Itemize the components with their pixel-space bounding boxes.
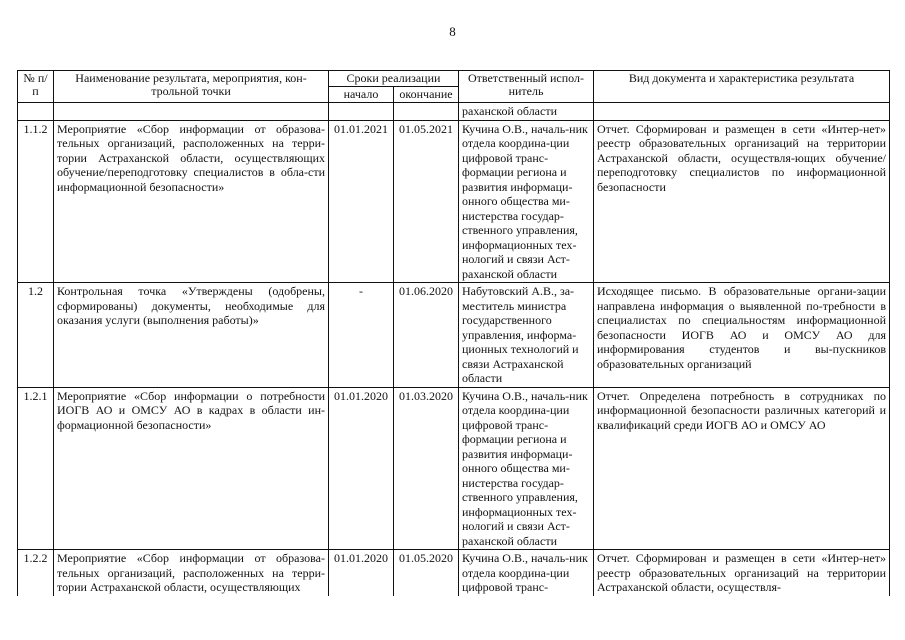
header-period: Сроки реализации	[329, 71, 459, 87]
row-start: -	[329, 283, 394, 388]
row-num: 1.2	[18, 283, 54, 388]
row-name: Мероприятие «Сбор информации от образова-тельных организаций, расположенных на терри-тории Астраханской области, осуществляющих обучение/переподготовку специалистов в обла-сти информационной безопасности»	[54, 120, 329, 283]
continuation-start	[329, 103, 394, 121]
header-start: начало	[329, 87, 394, 103]
row-num: 1.2.1	[18, 387, 54, 550]
row-end: 01.05.2020	[394, 550, 459, 596]
header-document: Вид документа и характеристика результата	[594, 71, 890, 103]
activity-table	[17, 70, 890, 596]
row-document: Исходящее письмо. В образовательные органи-зации направлена информация о выявленной по-требности в специалистах по специальностям информационной безопасности ИОГВ АО и ОМСУ АО для информирования студентов и вы-пускников образовательных организаций	[594, 283, 890, 388]
header-responsible: Ответственный испол-нитель	[459, 71, 594, 103]
continuation-row	[18, 103, 890, 121]
row-name: Контрольная точка «Утверждены (одобрены, сформированы) документы, необходимые для оказания услуги (выполнения работы)»	[54, 283, 329, 388]
row-responsible: Набутовский А.В., за-меститель министра государственного управления, информа-ционных технологий и связи Астраханской области	[459, 283, 594, 388]
table-row	[18, 283, 890, 388]
row-start: 01.01.2020	[329, 550, 394, 596]
row-start: 01.01.2020	[329, 387, 394, 550]
table-row	[18, 387, 890, 550]
row-end: 01.06.2020	[394, 283, 459, 388]
header-name: Наименование результата, мероприятия, кон-трольной точки	[54, 71, 329, 103]
header-end: окончание	[394, 87, 459, 103]
row-num: 1.1.2	[18, 120, 54, 283]
row-num: 1.2.2	[18, 550, 54, 596]
table-row	[18, 550, 890, 596]
continuation-document	[594, 103, 890, 121]
row-name: Мероприятие «Сбор информации от образова-тельных организаций, расположенных на терри-тории Астраханской области, осуществляющих	[54, 550, 329, 596]
row-document: Отчет. Сформирован и размещен в сети «Интер-нет» реестр образовательных организаций на территории Астраханской области, осуществля-	[594, 550, 890, 596]
continuation-responsible: раханской области	[459, 103, 594, 121]
page-number: 8	[449, 24, 456, 39]
row-document: Отчет. Определена потребность в сотрудниках по информационной безопасности различных категорий и квалификаций среди ИОГВ АО и ОМСУ АО	[594, 387, 890, 550]
row-name: Мероприятие «Сбор информации о потребности ИОГВ АО и ОМСУ АО в кадрах в области ин-формационной безопасности»	[54, 387, 329, 550]
row-document: Отчет. Сформирован и размещен в сети «Интер-нет» реестр образовательных организаций на территории Астраханской области, осуществля-ющих обучение/ переподготовку специалистов по информационной безопасности	[594, 120, 890, 283]
table-row	[18, 120, 890, 283]
continuation-name	[54, 103, 329, 121]
row-start: 01.01.2021	[329, 120, 394, 283]
header-num: № п/п	[18, 71, 54, 103]
row-responsible: Кучина О.В., началь-ник отдела координа-ции цифровой транс-формации региона и развития информаци-онного общества ми-нистерства государ-ственного управления, информационных тех-нологий и связи Аст-раханской области	[459, 387, 594, 550]
continuation-end	[394, 103, 459, 121]
continuation-num	[18, 103, 54, 121]
row-end: 01.03.2020	[394, 387, 459, 550]
row-responsible: Кучина О.В., началь-ник отдела координа-ции цифровой транс-формации региона и развития информаци-онного общества ми-нистерства государ-ственного управления, информационных тех-нологий и связи Аст-раханской области	[459, 120, 594, 283]
row-responsible: Кучина О.В., началь-ник отдела координа-ции цифровой транс-	[459, 550, 594, 596]
row-end: 01.05.2021	[394, 120, 459, 283]
